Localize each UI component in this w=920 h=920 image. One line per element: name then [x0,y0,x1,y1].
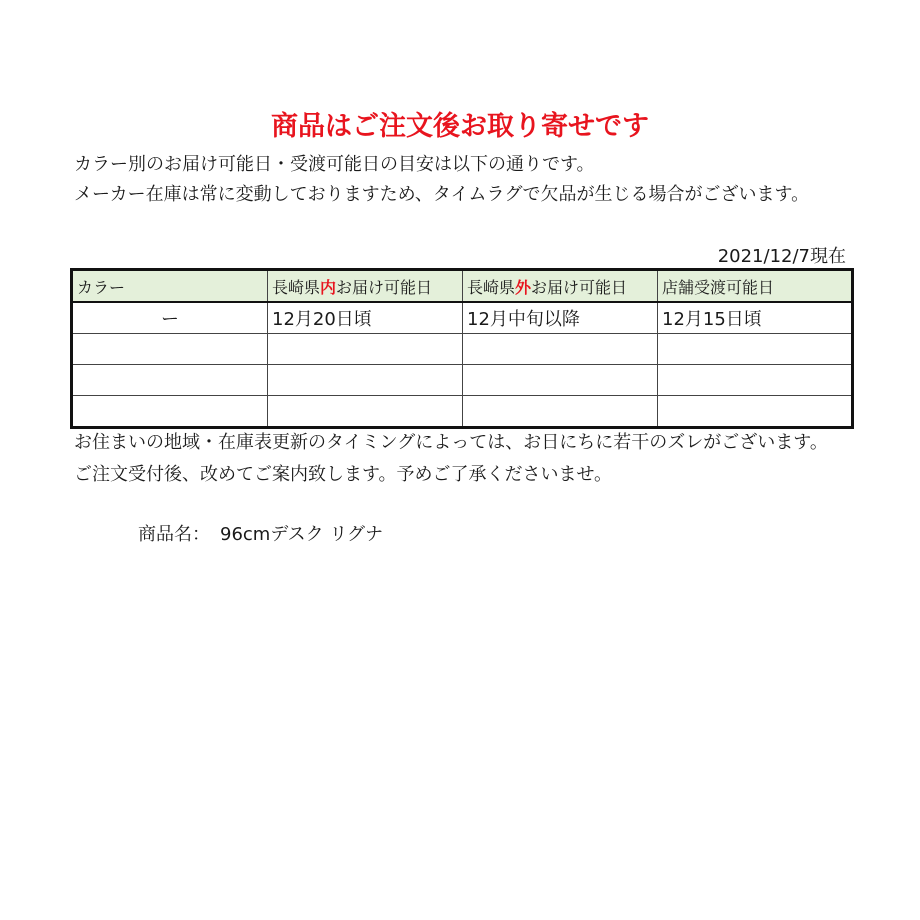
cell-color: ー [72,302,268,334]
product-label: 商品名： [138,524,210,545]
header-inside-mark: 内 [320,277,337,297]
cell-inside [268,365,463,396]
cell-inside: 12月20日頃 [268,302,463,334]
header-outside-pre: 長崎県 [467,277,516,297]
header-outside-delivery [463,270,658,303]
header-inside-post: お届け可能日 [336,277,433,297]
availability-table [70,268,854,429]
cell-store: 12月15日頃 [658,302,853,334]
page-title: 商品はご注文後お取り寄せです [271,111,649,142]
intro-line-2: メーカー在庫は常に変動しておりますため、タイムラグで欠品が生じる場合がございます。 [74,184,810,205]
header-inside-pre: 長崎県 [272,277,321,297]
table-row [72,365,853,396]
as-of-date: 2021/12/7現在 [717,246,846,267]
product-name-line [138,520,383,546]
cell-outside [463,365,658,396]
intro-line-1: カラー別のお届け可能日・受渡可能日の目安は以下の通りです。 [74,154,595,175]
cell-store [658,365,853,396]
cell-inside [268,396,463,428]
header-color: カラー [72,270,268,303]
cell-outside: 12月中旬以降 [463,302,658,334]
cell-inside [268,334,463,365]
table-row [72,302,853,334]
header-inside-delivery [268,270,463,303]
cell-color [72,396,268,428]
note-line-2: ご注文受付後、改めてご案内致します。予めご了承くださいませ。 [74,464,613,485]
table-row [72,334,853,365]
cell-outside [463,396,658,428]
cell-color [72,334,268,365]
cell-store [658,334,853,365]
header-store-pickup: 店舗受渡可能日 [658,270,853,303]
note-line-1: お住まいの地域・在庫表更新のタイミングによっては、お日にちに若干のズレがございます。 [74,432,828,453]
header-outside-post: お届け可能日 [531,277,628,297]
header-outside-mark: 外 [515,277,532,297]
cell-color [72,365,268,396]
product-name: 96cmデスク リグナ [220,524,383,545]
cell-outside [463,334,658,365]
table-row [72,396,853,428]
table-header-row [72,270,853,303]
cell-store [658,396,853,428]
